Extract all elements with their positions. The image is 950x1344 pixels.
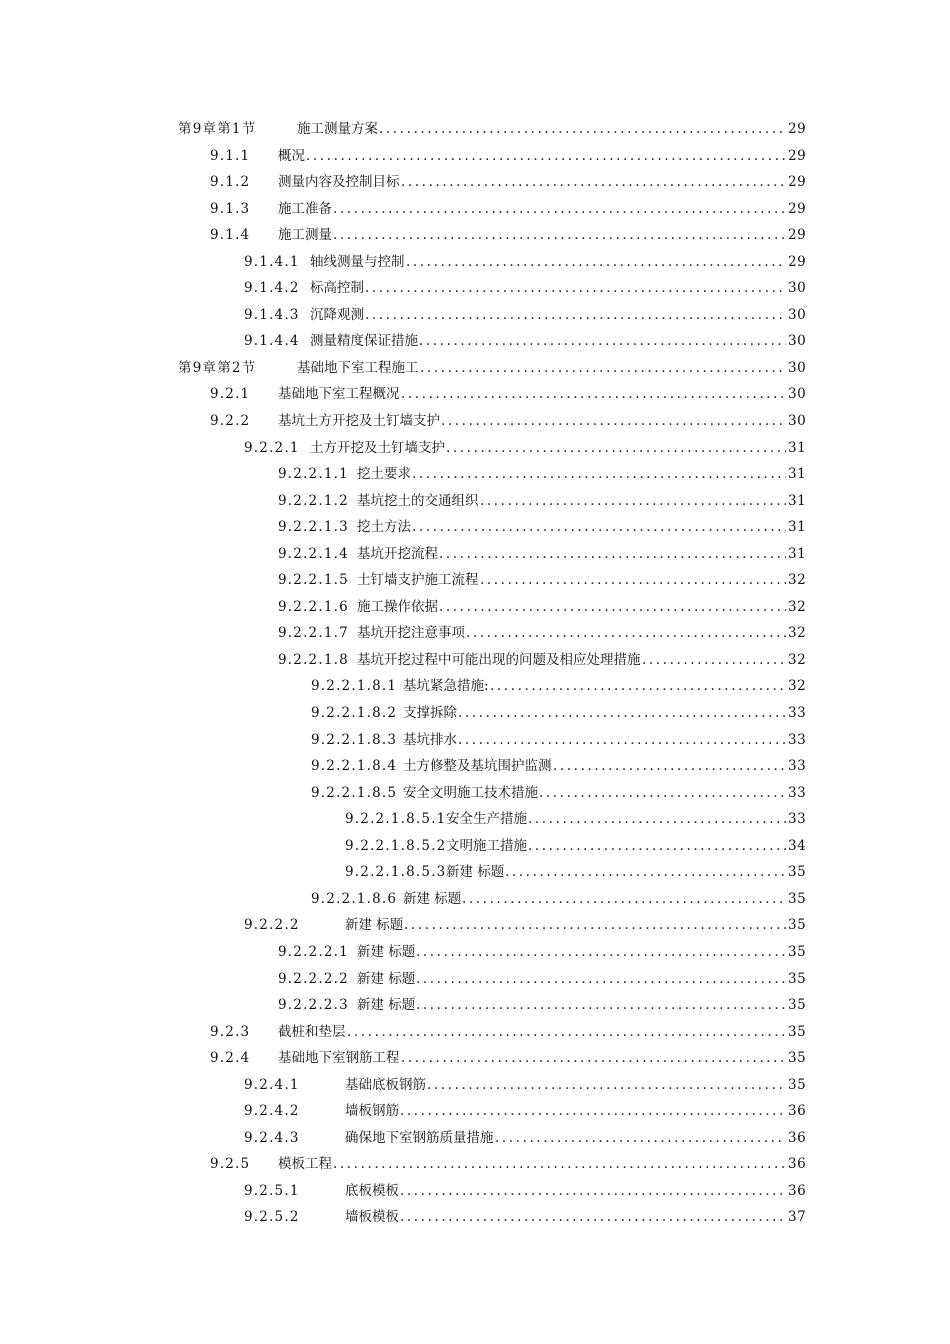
toc-entry[interactable] bbox=[0, 275, 950, 302]
toc-entry[interactable] bbox=[0, 673, 950, 700]
toc-entry-title: 墙板钢筋 bbox=[345, 1103, 399, 1120]
toc-entry-title: 测量精度保证措施 bbox=[310, 333, 418, 350]
toc-entry-number: 9.2.2.1.3 bbox=[278, 519, 349, 536]
toc-entry-title: 基坑开挖注意事项 bbox=[357, 625, 465, 642]
toc-entry-page: 31 bbox=[788, 466, 807, 483]
toc-leader-dots bbox=[441, 412, 786, 430]
toc-leader-dots bbox=[347, 1023, 786, 1041]
toc-entry-page: 33 bbox=[788, 758, 807, 775]
toc-entry-title: 模板工程 bbox=[278, 1156, 332, 1173]
toc-leader-dots bbox=[505, 863, 786, 881]
toc-entry-title: 施工测量方案 bbox=[297, 121, 378, 137]
toc-entry-title: 挖土要求 bbox=[357, 466, 411, 483]
toc-entry[interactable] bbox=[0, 355, 950, 382]
toc-entry-page: 35 bbox=[788, 1076, 807, 1093]
toc-leader-dots bbox=[365, 279, 786, 297]
toc-leader-dots bbox=[365, 306, 786, 324]
toc-entry-number: 9.1.1 bbox=[210, 147, 251, 164]
toc-leader-dots bbox=[480, 571, 786, 589]
toc-leader-dots bbox=[466, 624, 786, 642]
toc-entry-page: 33 bbox=[788, 705, 807, 722]
toc-entry-number: 9.2.2.1.8.5 bbox=[311, 784, 398, 801]
toc-entry-title: 土方修整及基坑围护监测 bbox=[403, 758, 552, 775]
toc-entry-page: 35 bbox=[788, 943, 807, 960]
toc-entry-page: 37 bbox=[788, 1209, 807, 1226]
toc-entry[interactable] bbox=[0, 647, 950, 674]
toc-entry-title: 支撑拆除 bbox=[403, 705, 457, 722]
toc-entry-number: 9.2.2.1.5 bbox=[278, 572, 349, 589]
toc-entry-number: 9.2.2.1.1 bbox=[278, 466, 349, 483]
toc-entry[interactable] bbox=[0, 541, 950, 568]
toc-leader-dots bbox=[412, 518, 786, 536]
toc-entry-title: 基础地下室工程施工 bbox=[297, 359, 419, 376]
toc-entry-page: 29 bbox=[788, 147, 807, 164]
toc-leader-dots bbox=[333, 1155, 786, 1173]
toc-entry-title: 基坑挖土的交通组织 bbox=[357, 492, 479, 509]
toc-entry[interactable] bbox=[0, 939, 950, 966]
toc-entry[interactable] bbox=[0, 1045, 950, 1072]
toc-entry-page: 29 bbox=[788, 253, 807, 270]
toc-entry-title: 新建 标题 bbox=[446, 864, 505, 881]
toc-entry-page: 32 bbox=[788, 572, 807, 589]
toc-entry[interactable] bbox=[0, 302, 950, 329]
toc-entry-title: 截桩和垫层 bbox=[278, 1023, 346, 1040]
toc-entry[interactable] bbox=[0, 620, 950, 647]
toc-entry-number: 9.2.2.1.8.6 bbox=[311, 890, 398, 907]
toc-entry-title: 基坑开挖流程 bbox=[357, 545, 438, 562]
toc-entry-title: 基坑土方开挖及土钉墙支护 bbox=[278, 413, 440, 430]
toc-entry-number: 9.2.2.1.4 bbox=[278, 545, 349, 562]
toc-entry-number: 9.2.2.1.8.3 bbox=[311, 731, 398, 748]
toc-entry[interactable] bbox=[0, 408, 950, 435]
toc-entry-title: 测量内容及控制目标 bbox=[278, 174, 400, 191]
toc-leader-dots bbox=[400, 1182, 786, 1200]
toc-leader-dots bbox=[400, 1208, 786, 1226]
toc-entry-page: 32 bbox=[788, 598, 807, 615]
toc-entry-number: 9.1.2 bbox=[210, 174, 251, 191]
toc-leader-dots bbox=[306, 147, 786, 165]
toc-entry-page: 31 bbox=[788, 492, 807, 509]
toc-leader-dots bbox=[528, 837, 786, 855]
toc-entry-page: 35 bbox=[788, 997, 807, 1014]
toc-entry-title: 安全生产措施 bbox=[446, 811, 527, 828]
toc-entry-number: 9.2.5.2 bbox=[244, 1209, 300, 1226]
toc-entry-title: 基坑排水 bbox=[403, 731, 457, 748]
toc-entry-number: 9.2.3 bbox=[210, 1023, 251, 1040]
toc-entry-number: 9.1.3 bbox=[210, 200, 251, 217]
toc-entry-number: 9.1.4.3 bbox=[244, 306, 300, 323]
toc-entry[interactable] bbox=[0, 1125, 950, 1152]
toc-entry-number: 9.2.4.1 bbox=[244, 1076, 300, 1093]
toc-entry-number: 9.2.2.1 bbox=[244, 439, 300, 456]
toc-entry-page: 35 bbox=[788, 1050, 807, 1067]
toc-entry-title: 土方开挖及土钉墙支护 bbox=[310, 439, 445, 456]
toc-entry-title: 基础底板钢筋 bbox=[345, 1076, 426, 1093]
toc-leader-dots bbox=[553, 757, 786, 775]
toc-entry-title: 施工测量 bbox=[278, 227, 332, 244]
toc-entry-number: 9.2.2.1.8.2 bbox=[311, 705, 398, 722]
toc-entry-number: 9.2.2 bbox=[210, 413, 251, 430]
toc-entry[interactable] bbox=[0, 567, 950, 594]
toc-entry[interactable] bbox=[0, 753, 950, 780]
toc-entry[interactable] bbox=[0, 249, 950, 276]
toc-leader-dots bbox=[401, 385, 786, 403]
toc-entry-number: 9.2.2.1.8.4 bbox=[311, 758, 398, 775]
toc-entry-page: 35 bbox=[788, 970, 807, 987]
toc-entry-number: 9.2.4 bbox=[210, 1050, 251, 1067]
toc-entry-title: 墙板模板 bbox=[345, 1209, 399, 1226]
toc-entry-title: 标高控制 bbox=[310, 280, 364, 297]
toc-entry[interactable] bbox=[0, 196, 950, 223]
toc-entry-page: 30 bbox=[788, 333, 807, 350]
toc-entry[interactable] bbox=[0, 1072, 950, 1099]
toc-entry[interactable] bbox=[0, 806, 950, 833]
toc-entry-page: 29 bbox=[788, 121, 807, 137]
toc-leader-dots bbox=[642, 651, 786, 669]
toc-entry-title: 新建 标题 bbox=[345, 917, 404, 934]
toc-entry-page: 33 bbox=[788, 811, 807, 828]
toc-entry[interactable] bbox=[0, 727, 950, 754]
toc-entry-page: 30 bbox=[788, 359, 807, 376]
toc-leader-dots bbox=[427, 1076, 786, 1094]
toc-entry-number: 9.1.4 bbox=[210, 227, 251, 244]
toc-entry[interactable] bbox=[0, 780, 950, 807]
toc-entry[interactable] bbox=[0, 912, 950, 939]
toc-entry[interactable] bbox=[0, 1098, 950, 1125]
toc-entry-number: 9.2.2.1.8.1 bbox=[311, 678, 398, 695]
toc-leader-dots bbox=[406, 253, 786, 271]
toc-leader-dots bbox=[401, 1049, 786, 1067]
toc-entry-number: 9.2.2.1.8 bbox=[278, 651, 349, 668]
toc-entry[interactable] bbox=[0, 143, 950, 170]
toc-leader-dots bbox=[439, 545, 786, 563]
toc-entry-page: 33 bbox=[788, 731, 807, 748]
toc-leader-dots bbox=[528, 810, 786, 828]
toc-entry-title: 基坑开挖过程中可能出现的问题及相应处理措施 bbox=[357, 651, 641, 668]
toc-entry[interactable] bbox=[0, 966, 950, 993]
toc-entry[interactable] bbox=[0, 169, 950, 196]
toc-entry-number: 9.2.2.1.8.5.1 bbox=[345, 811, 447, 828]
toc-entry-page: 30 bbox=[788, 280, 807, 297]
toc-entry-title: 土钉墙支护施工流程 bbox=[357, 572, 479, 589]
toc-leader-dots bbox=[404, 916, 786, 934]
toc-entry[interactable] bbox=[0, 594, 950, 621]
toc-entry-number: 9.2.5 bbox=[210, 1156, 251, 1173]
toc-entry-page: 32 bbox=[788, 678, 807, 695]
toc-leader-dots bbox=[495, 1129, 786, 1147]
toc-entry-number: 9.2.2.2.1 bbox=[278, 943, 349, 960]
toc-leader-dots bbox=[379, 120, 786, 138]
toc-entry-page: 29 bbox=[788, 227, 807, 244]
toc-entry-number: 第9章第1节 bbox=[178, 121, 257, 137]
toc-entry[interactable] bbox=[0, 514, 950, 541]
toc-leader-dots bbox=[439, 598, 786, 616]
toc-entry-number: 9.2.4.2 bbox=[244, 1103, 300, 1120]
toc-leader-dots bbox=[419, 332, 786, 350]
toc-leader-dots bbox=[333, 226, 786, 244]
toc-entry-number: 9.2.2.1.6 bbox=[278, 598, 349, 615]
toc-entry-number: 9.2.2.1.8.5.3 bbox=[345, 864, 447, 881]
toc-entry-title: 沉降观测 bbox=[310, 306, 364, 323]
toc-entry[interactable] bbox=[0, 488, 950, 515]
toc-entry-title: 基础地下室工程概况 bbox=[278, 386, 400, 403]
toc-entry-number: 9.2.4.3 bbox=[244, 1129, 300, 1146]
toc-entry-number: 9.1.4.2 bbox=[244, 280, 300, 297]
toc-entry-title: 轴线测量与控制 bbox=[310, 253, 405, 270]
toc-entry-number: 第9章第2节 bbox=[178, 359, 257, 376]
toc-entry[interactable] bbox=[0, 116, 950, 143]
toc-entry-page: 29 bbox=[788, 174, 807, 191]
toc-entry-number: 9.2.2.1.7 bbox=[278, 625, 349, 642]
toc-entry-number: 9.1.4.4 bbox=[244, 333, 300, 350]
toc-entry-page: 31 bbox=[788, 439, 807, 456]
toc-entry[interactable] bbox=[0, 992, 950, 1019]
toc-entry[interactable] bbox=[0, 1204, 950, 1231]
toc-entry-page: 31 bbox=[788, 519, 807, 536]
toc-entry-page: 35 bbox=[788, 1023, 807, 1040]
toc-entry-number: 9.2.2.1.8.5.2 bbox=[345, 837, 447, 854]
toc-leader-dots bbox=[539, 784, 786, 802]
toc-entry-page: 35 bbox=[788, 890, 807, 907]
toc-entry-number: 9.2.2.1.2 bbox=[278, 492, 349, 509]
toc-leader-dots bbox=[416, 996, 786, 1014]
toc-leader-dots bbox=[416, 970, 786, 988]
toc-entry-page: 36 bbox=[788, 1182, 807, 1199]
toc-entry[interactable] bbox=[0, 700, 950, 727]
toc-leader-dots bbox=[412, 465, 786, 483]
toc-entry-page: 31 bbox=[788, 545, 807, 562]
toc-leader-dots bbox=[480, 492, 786, 510]
toc-entry-number: 9.2.2.2 bbox=[244, 917, 300, 934]
toc-entry-title: 新建 标题 bbox=[403, 890, 462, 907]
toc-entry-page: 29 bbox=[788, 200, 807, 217]
toc-entry-title: 安全文明施工技术措施 bbox=[403, 784, 538, 801]
toc-entry-number: 9.2.1 bbox=[210, 386, 251, 403]
toc-entry-number: 9.2.2.2.2 bbox=[278, 970, 349, 987]
toc-entry-page: 34 bbox=[788, 837, 807, 854]
toc-entry[interactable] bbox=[0, 859, 950, 886]
toc-entry[interactable] bbox=[0, 833, 950, 860]
toc-entry-page: 32 bbox=[788, 625, 807, 642]
toc-leader-dots bbox=[416, 943, 786, 961]
toc-entry-title: 概况 bbox=[278, 147, 305, 164]
toc-entry-number: 9.1.4.1 bbox=[244, 253, 300, 270]
toc-entry[interactable] bbox=[0, 886, 950, 913]
toc-entry-title: 施工操作依据 bbox=[357, 598, 438, 615]
toc-leader-dots bbox=[401, 173, 786, 191]
toc-entry-title: 新建 标题 bbox=[357, 970, 416, 987]
toc-leader-dots bbox=[333, 200, 786, 218]
toc-entry-title: 施工准备 bbox=[278, 200, 332, 217]
toc-entry-page: 36 bbox=[788, 1156, 807, 1173]
toc-entry-title: 确保地下室钢筋质量措施 bbox=[345, 1129, 494, 1146]
toc-entry-page: 36 bbox=[788, 1103, 807, 1120]
toc-entry[interactable] bbox=[0, 1178, 950, 1205]
toc-leader-dots bbox=[490, 677, 786, 695]
toc-entry-page: 30 bbox=[788, 386, 807, 403]
toc-entry-page: 35 bbox=[788, 917, 807, 934]
toc-entry-page: 33 bbox=[788, 784, 807, 801]
toc-entry-title: 新建 标题 bbox=[357, 943, 416, 960]
toc-entry[interactable] bbox=[0, 461, 950, 488]
toc-entry-number: 9.2.5.1 bbox=[244, 1182, 300, 1199]
toc-entry-page: 36 bbox=[788, 1129, 807, 1146]
toc-entry-title: 挖土方法 bbox=[357, 519, 411, 536]
toc-leader-dots bbox=[420, 359, 786, 377]
toc-leader-dots bbox=[458, 731, 786, 749]
toc-entry[interactable] bbox=[0, 222, 950, 249]
toc-entry-title: 基础地下室钢筋工程 bbox=[278, 1050, 400, 1067]
toc-entry-page: 30 bbox=[788, 413, 807, 430]
toc-entry[interactable] bbox=[0, 381, 950, 408]
toc-entry-title: 新建 标题 bbox=[357, 997, 416, 1014]
toc-entry[interactable] bbox=[0, 328, 950, 355]
toc-entry-title: 文明施工措施 bbox=[446, 837, 527, 854]
toc-entry-number: 9.2.2.2.3 bbox=[278, 997, 349, 1014]
toc-leader-dots bbox=[446, 439, 786, 457]
toc-leader-dots bbox=[458, 704, 786, 722]
toc-entry-title: 基坑紧急措施: bbox=[403, 678, 489, 695]
toc-entry[interactable] bbox=[0, 1019, 950, 1046]
toc-entry-page: 30 bbox=[788, 306, 807, 323]
toc-entry-page: 32 bbox=[788, 651, 807, 668]
toc-leader-dots bbox=[462, 890, 786, 908]
toc-entry[interactable] bbox=[0, 435, 950, 462]
toc-entry[interactable] bbox=[0, 1151, 950, 1178]
toc-entry-title: 底板模板 bbox=[345, 1182, 399, 1199]
toc-leader-dots bbox=[400, 1102, 786, 1120]
table-of-contents bbox=[0, 116, 950, 1231]
toc-entry-page: 35 bbox=[788, 864, 807, 881]
